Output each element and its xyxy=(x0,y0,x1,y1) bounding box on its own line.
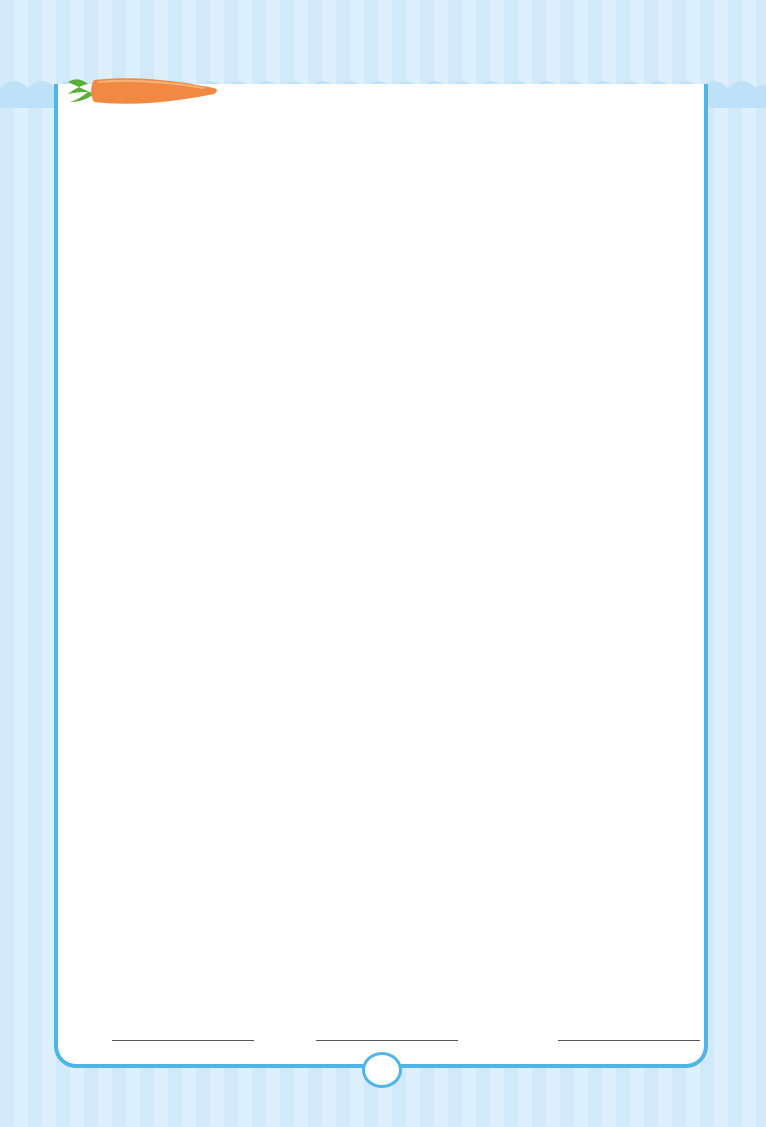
worksheet-page xyxy=(54,84,708,1068)
banner-title xyxy=(112,78,202,102)
date-input-line[interactable] xyxy=(558,1040,700,1041)
page-number xyxy=(362,1052,402,1088)
age-input-line[interactable] xyxy=(316,1040,458,1041)
name-input-line[interactable] xyxy=(112,1040,254,1041)
